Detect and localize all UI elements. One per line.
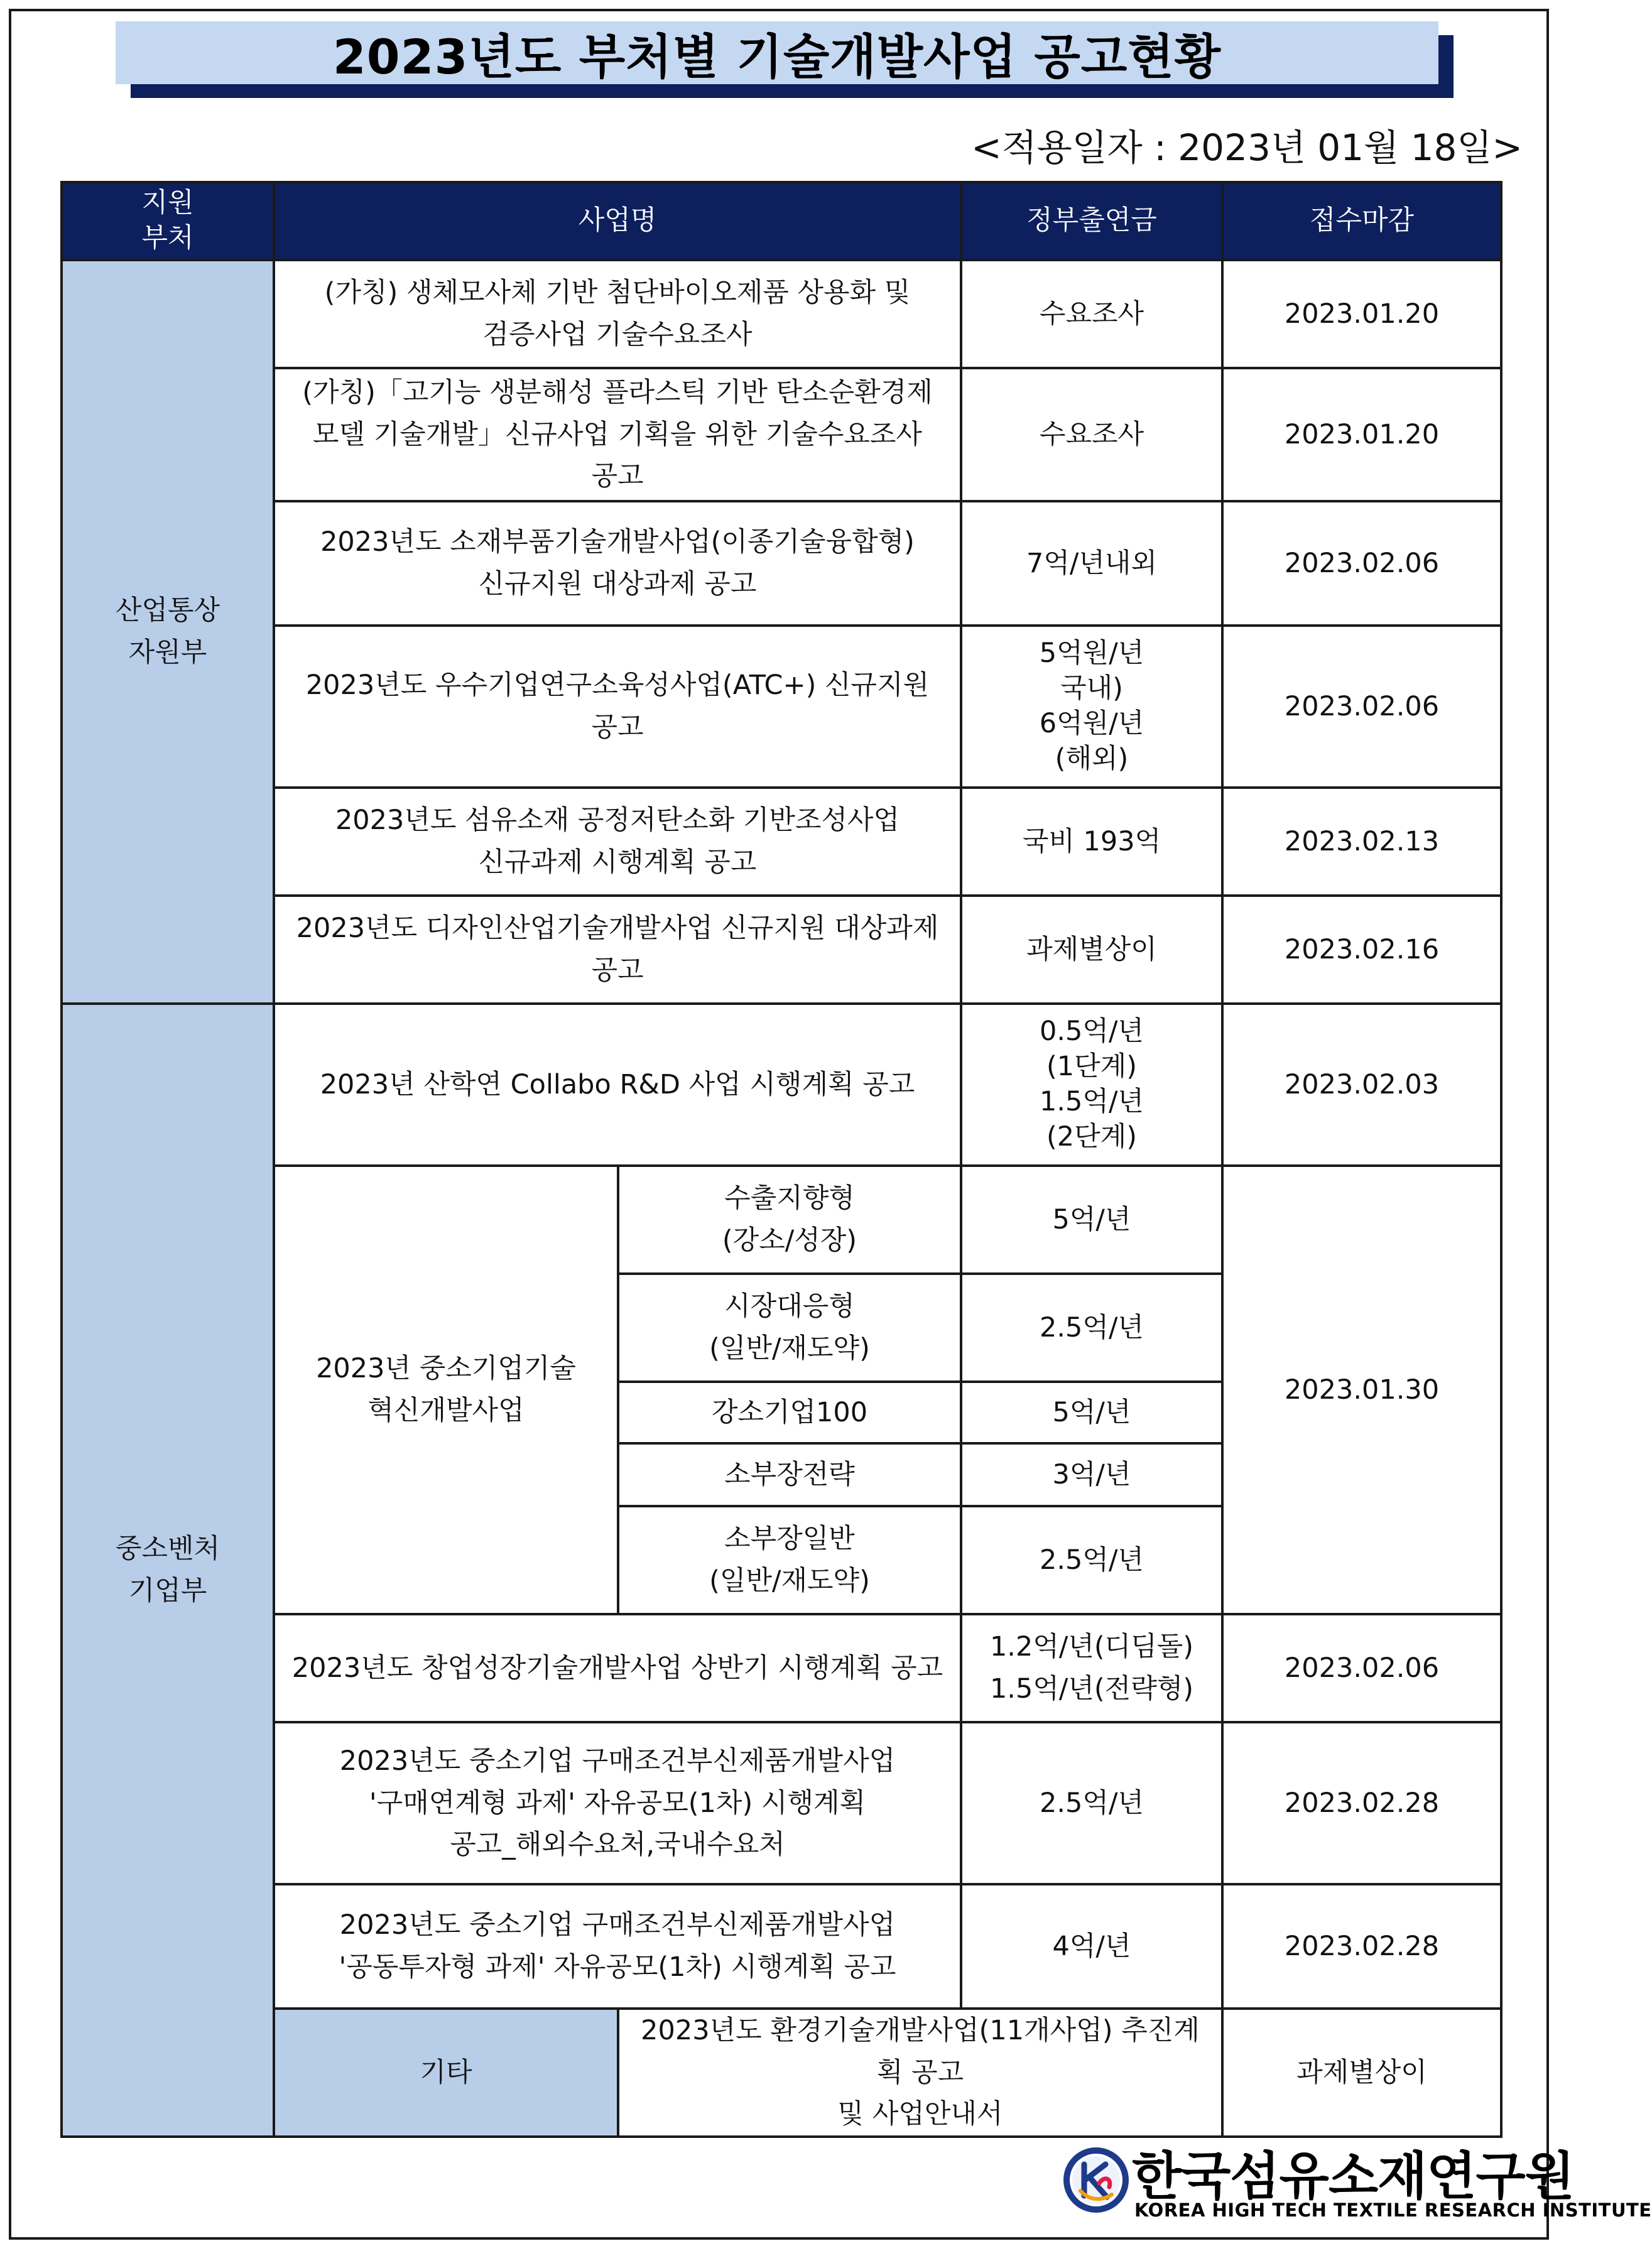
project-name: 2023년 중소기업기술 혁신개발사업 [274, 1166, 618, 1614]
sub-program: 소부장일반 (일반/재도약) [618, 1506, 961, 1614]
logo-name-kr: 한국섬유소재연구원 [1132, 2147, 1574, 2206]
table-header-row [62, 182, 1501, 260]
project-name: 2023년도 중소기업 구매조건부신제품개발사업 '공동투자형 과제' 자유공모(1차) 시행계획 공고 [274, 1884, 961, 2009]
title-banner [116, 21, 1438, 84]
project-name: 2023년도 우수기업연구소육성사업(ATC+) 신규지원 공고 [274, 626, 961, 788]
institute-logo [1059, 2138, 1652, 2232]
logo-name-en: KOREA HIGH TECH TEXTILE RESEARCH INSTITUTE [1134, 2199, 1652, 2221]
header-dept: 지원 부처 [62, 182, 274, 260]
deadline-cell: 2023.01.30 [1222, 1166, 1501, 1614]
funding-cell: 2.5억/년 [961, 1722, 1222, 1884]
deadline-cell: 2023.02.13 [1222, 788, 1501, 896]
deadline-cell: 2023.02.06 [1222, 1614, 1501, 1722]
funding-cell: 4억/년 [961, 1884, 1222, 2009]
page-title: 2023년도 부처별 기술개발사업 공고현황 [332, 28, 1222, 85]
dept-etc: 기타 [274, 2009, 618, 2137]
deadline-cell: 2023.02.28 [1222, 1884, 1501, 2009]
funding-cell: 수요조사 [961, 260, 1222, 368]
funding-cell: 국비 193억 [961, 788, 1222, 896]
deadline-cell: 2023.02.03 [1222, 1004, 1501, 1166]
table-row [62, 1614, 1501, 1722]
funding-cell: 과제별상이 [1222, 2009, 1501, 2137]
project-name: 2023년도 중소기업 구매조건부신제품개발사업 '구매연계형 과제' 자유공모(1차) 시행계획 공고_해외수요처,국내수요처 [274, 1722, 961, 1884]
deadline-cell: 2023.02.06 [1222, 626, 1501, 788]
table-row [62, 368, 1501, 501]
table-row [62, 626, 1501, 788]
project-name: 2023년도 창업성장기술개발사업 상반기 시행계획 공고 [274, 1614, 961, 1722]
table-row [62, 788, 1501, 896]
sub-program: 강소기업100 [618, 1382, 961, 1443]
table-row [62, 2009, 1501, 2137]
deadline-cell: 2023.01.20 [1222, 368, 1501, 501]
table-row [62, 260, 1501, 368]
project-name: 2023년도 섬유소재 공정저탄소화 기반조성사업 신규과제 시행계획 공고 [274, 788, 961, 896]
funding-cell: 수요조사 [961, 368, 1222, 501]
khtri-emblem-icon [1062, 2145, 1131, 2215]
table-row [62, 896, 1501, 1004]
header-funding: 정부출연금 [961, 182, 1222, 260]
dept-motie: 산업통상 자원부 [62, 260, 274, 1004]
project-name: 2023년도 디자인산업기술개발사업 신규지원 대상과제 공고 [274, 896, 961, 1004]
sub-program: 소부장전략 [618, 1443, 961, 1506]
table-row [62, 1166, 1501, 1274]
header-deadline: 접수마감 [1222, 182, 1501, 260]
funding-cell: 5억원/년 국내) 6억원/년 (해외) [961, 626, 1222, 788]
funding-cell: 1.2억/년(디딤돌) 1.5억/년(전략형) [961, 1614, 1222, 1722]
funding-cell: 5억/년 [961, 1382, 1222, 1443]
funding-cell: 과제별상이 [961, 896, 1222, 1004]
header-project: 사업명 [274, 182, 961, 260]
project-name: 2023년도 환경기술개발사업(11개사업) 추진계획 공고 및 사업안내서 [618, 2009, 1222, 2137]
deadline-cell: 2023.02.06 [1222, 501, 1501, 626]
project-name: (가칭)「고기능 생분해성 플라스틱 기반 탄소순환경제 모델 기술개발」신규사업 기획을 위한 기술수요조사 공고 [274, 368, 961, 501]
project-name: 2023년도 소재부품기술개발사업(이종기술융합형) 신규지원 대상과제 공고 [274, 501, 961, 626]
effective-date: <적용일자 : 2023년 01월 18일> [971, 126, 1523, 169]
announcement-table [60, 181, 1503, 2138]
table-row [62, 1722, 1501, 1884]
project-name: 2023년 산학연 Collabo R&D 사업 시행계획 공고 [274, 1004, 961, 1166]
funding-cell: 5억/년 [961, 1166, 1222, 1274]
deadline-cell: 2023.02.28 [1222, 1722, 1501, 1884]
table-row [62, 1004, 1501, 1166]
funding-cell: 7억/년내외 [961, 501, 1222, 626]
deadline-cell: 2023.02.16 [1222, 896, 1501, 1004]
funding-cell: 3억/년 [961, 1443, 1222, 1506]
funding-cell: 0.5억/년 (1단계) 1.5억/년 (2단계) [961, 1004, 1222, 1166]
sub-program: 시장대응형 (일반/재도약) [618, 1274, 961, 1382]
dept-mss: 중소벤처 기업부 [62, 1004, 274, 2137]
funding-cell: 2.5억/년 [961, 1274, 1222, 1382]
table-row [62, 1884, 1501, 2009]
funding-cell: 2.5억/년 [961, 1506, 1222, 1614]
sub-program: 수출지향형 (강소/성장) [618, 1166, 961, 1274]
table-row [62, 501, 1501, 626]
deadline-cell: 2023.01.20 [1222, 260, 1501, 368]
project-name: (가칭) 생체모사체 기반 첨단바이오제품 상용화 및 검증사업 기술수요조사 [274, 260, 961, 368]
